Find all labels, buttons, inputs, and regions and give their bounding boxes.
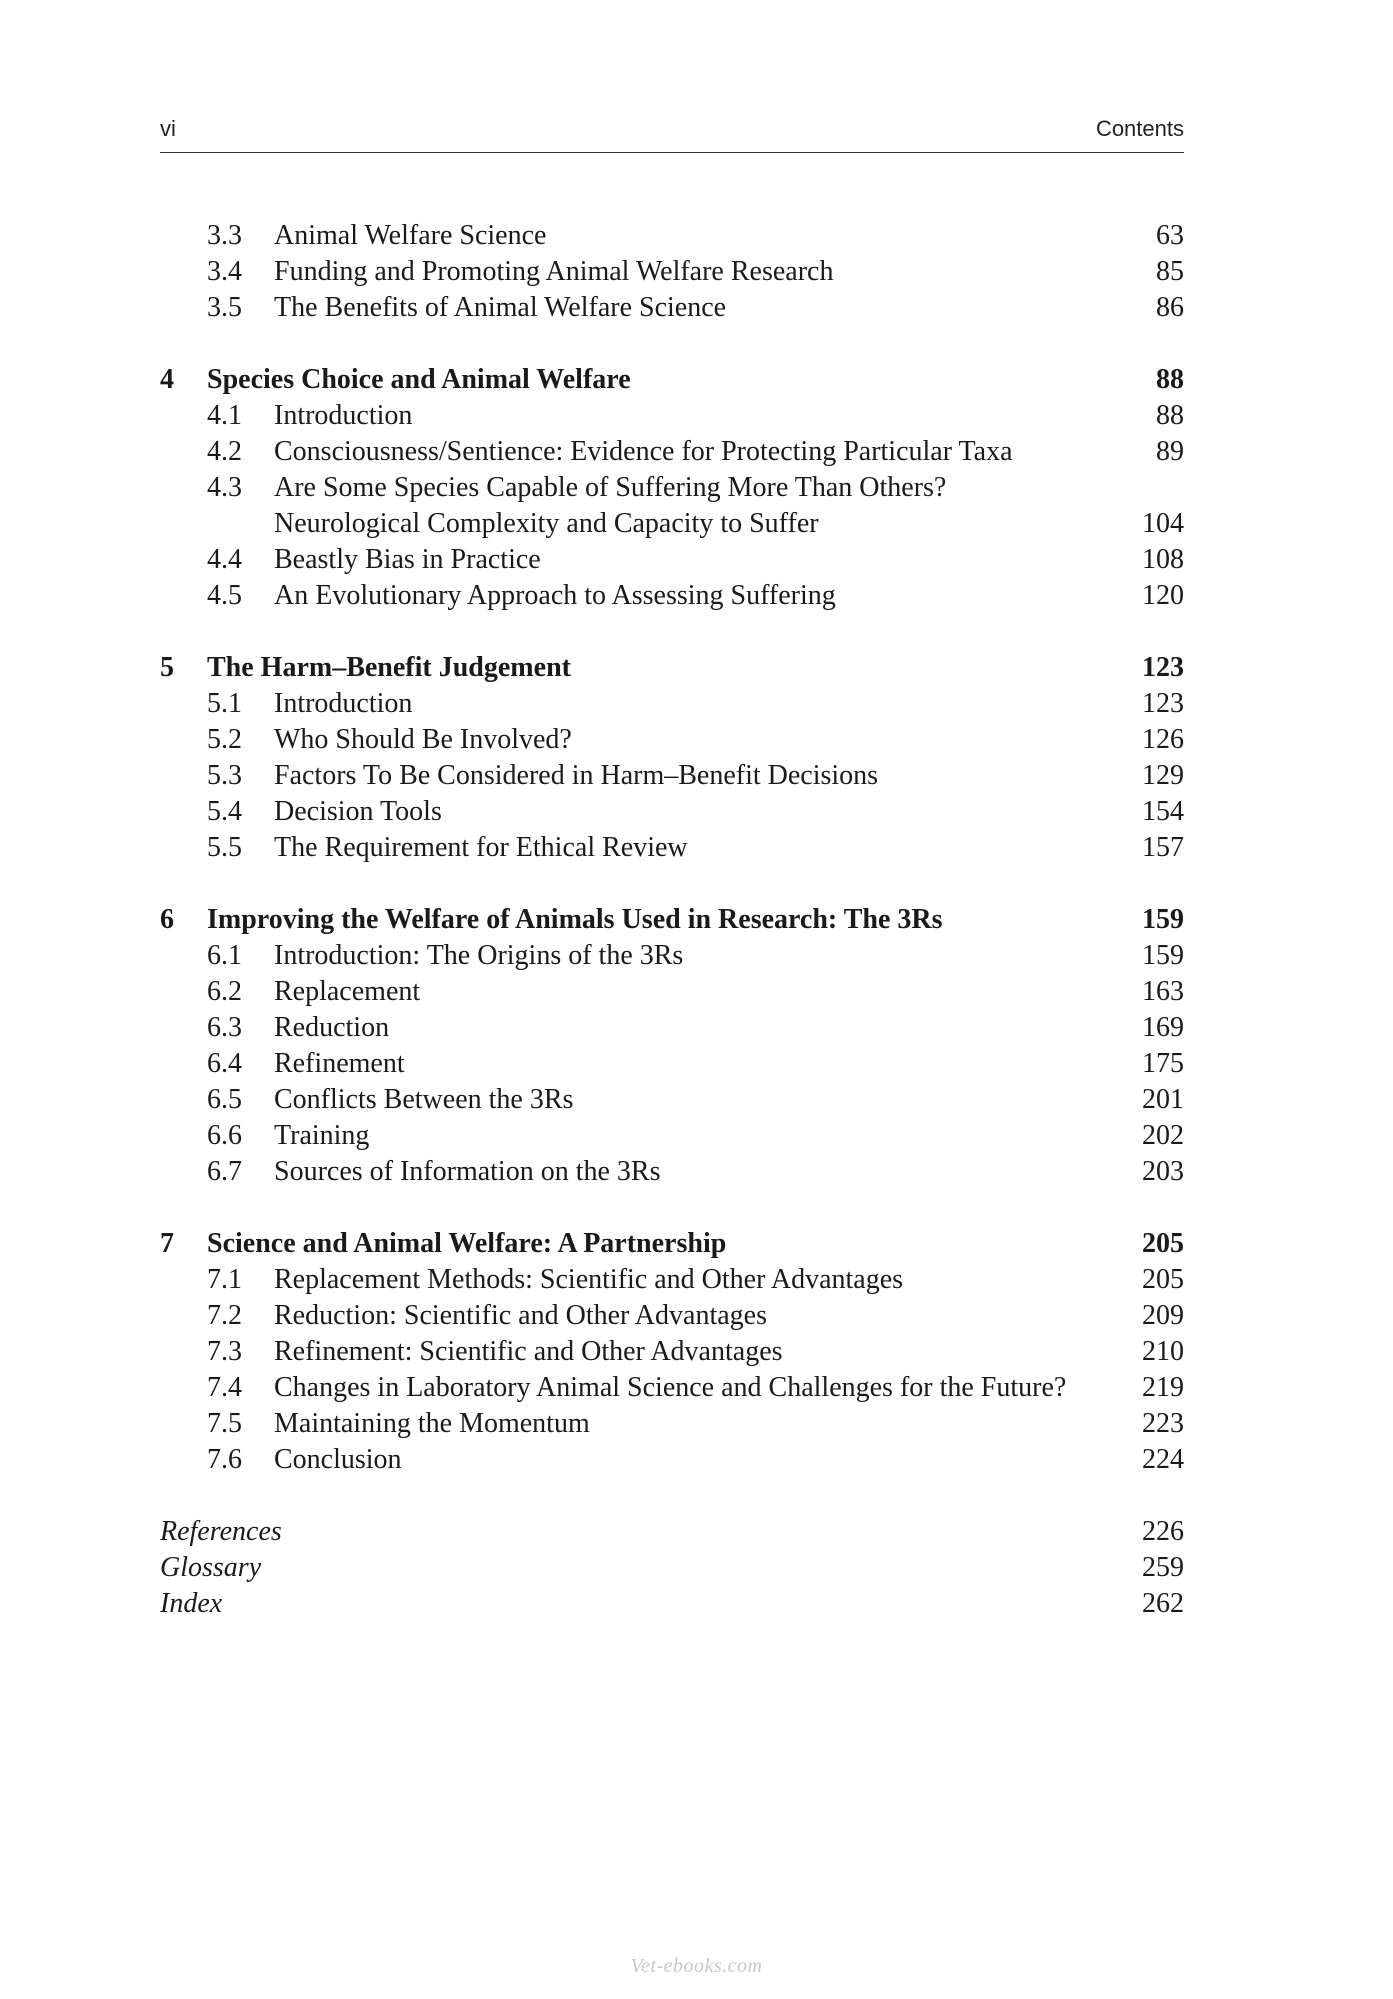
back-matter-entry-index[interactable]	[160, 1586, 1184, 1622]
section-title: Introduction	[274, 688, 413, 719]
page-ref: 86	[1156, 292, 1184, 323]
section-number: 5.4	[207, 796, 242, 827]
back-matter-title: Glossary	[160, 1552, 262, 1583]
toc-entry[interactable]	[160, 1010, 1184, 1046]
section-title: Beastly Bias in Practice	[274, 544, 541, 575]
toc-group-chapter-6	[160, 902, 1184, 1190]
chapter-number: 7	[160, 1228, 174, 1259]
watermark: Vet-ebooks.com	[630, 1955, 763, 1977]
toc-entry[interactable]	[160, 1262, 1184, 1298]
toc-group-chapter-7	[160, 1226, 1184, 1478]
page-ref: 123	[1142, 652, 1184, 683]
section-title: Factors To Be Considered in Harm–Benefit Decisions	[274, 760, 879, 791]
page-ref: 210	[1142, 1336, 1184, 1367]
toc-entry[interactable]	[160, 542, 1184, 578]
page-ref: 201	[1142, 1084, 1184, 1115]
section-number: 7.6	[207, 1444, 242, 1475]
section-title: Replacement Methods: Scientific and Other Advantages	[274, 1264, 904, 1295]
toc-group-chapter-3-continued	[160, 218, 1184, 326]
chapter-title: Species Choice and Animal Welfare	[207, 364, 631, 395]
section-number: 5.5	[207, 832, 242, 863]
chapter-number: 5	[160, 652, 174, 683]
section-title: Refinement: Scientific and Other Advantages	[274, 1336, 783, 1367]
toc-entry[interactable]	[160, 1406, 1184, 1442]
section-title: Replacement	[274, 976, 421, 1007]
section-title: Sources of Information on the 3Rs	[274, 1156, 661, 1187]
section-title: Animal Welfare Science	[274, 220, 547, 251]
chapter-heading[interactable]	[160, 1226, 1184, 1262]
page-ref: 159	[1142, 904, 1184, 935]
toc-entry[interactable]	[160, 1442, 1184, 1478]
page-ref: 129	[1142, 760, 1184, 791]
toc-entry[interactable]	[160, 686, 1184, 722]
page-ref: 108	[1142, 544, 1184, 575]
running-header	[160, 112, 1184, 153]
section-number: 4.1	[207, 400, 242, 431]
section-title: Maintaining the Momentum	[274, 1408, 590, 1439]
toc-entry[interactable]	[160, 938, 1184, 974]
toc-entry[interactable]	[160, 1082, 1184, 1118]
section-title: Refinement	[274, 1048, 405, 1079]
toc-group-chapter-5	[160, 650, 1184, 866]
section-number: 3.3	[207, 220, 242, 251]
page-ref: 175	[1142, 1048, 1184, 1079]
back-matter-entry-references[interactable]	[160, 1514, 1184, 1550]
section-number: 6.5	[207, 1084, 242, 1115]
chapter-heading[interactable]	[160, 902, 1184, 938]
toc-entry[interactable]	[160, 254, 1184, 290]
toc-entry[interactable]	[160, 1046, 1184, 1082]
section-number: 7.5	[207, 1408, 242, 1439]
section-title: The Requirement for Ethical Review	[274, 832, 688, 863]
page-ref: 219	[1142, 1372, 1184, 1403]
section-title: Introduction: The Origins of the 3Rs	[274, 940, 684, 971]
page-ref: 169	[1142, 1012, 1184, 1043]
toc-entry[interactable]	[160, 290, 1184, 326]
toc-entry[interactable]	[160, 398, 1184, 434]
chapter-title: Science and Animal Welfare: A Partnership	[207, 1228, 727, 1259]
section-number: 4.4	[207, 544, 242, 575]
toc-entry[interactable]	[160, 758, 1184, 794]
page-ref: 89	[1156, 436, 1184, 467]
section-number: 7.3	[207, 1336, 242, 1367]
section-title: Conflicts Between the 3Rs	[274, 1084, 574, 1115]
page-ref: 209	[1142, 1300, 1184, 1331]
page-ref: 85	[1156, 256, 1184, 287]
running-title: Contents	[1095, 116, 1184, 141]
section-title: Changes in Laboratory Animal Science and Challenges for the Future?	[274, 1372, 1067, 1403]
page-ref: 205	[1142, 1228, 1184, 1259]
section-number: 6.2	[207, 976, 242, 1007]
back-matter-entry-glossary[interactable]	[160, 1550, 1184, 1586]
toc-entry[interactable]	[160, 434, 1184, 470]
page-ref: 203	[1142, 1156, 1184, 1187]
page-ref: 154	[1142, 796, 1184, 827]
page-ref: 205	[1142, 1264, 1184, 1295]
toc-entry[interactable]	[160, 1370, 1184, 1406]
chapter-number: 6	[160, 904, 174, 935]
toc-entry[interactable]	[160, 794, 1184, 830]
section-number: 7.1	[207, 1264, 242, 1295]
section-number: 4.3	[207, 472, 242, 503]
toc-entry[interactable]	[160, 1298, 1184, 1334]
page-ref: 120	[1142, 580, 1184, 611]
section-title: Funding and Promoting Animal Welfare Research	[274, 256, 834, 287]
toc-entry[interactable]	[160, 830, 1184, 866]
section-title: Training	[274, 1120, 370, 1151]
page-number: vi	[160, 116, 176, 141]
toc-entry[interactable]	[160, 470, 1184, 542]
section-number: 5.2	[207, 724, 242, 755]
section-title: The Benefits of Animal Welfare Science	[274, 292, 727, 323]
toc-group-chapter-4	[160, 362, 1184, 614]
page-ref: 262	[1142, 1588, 1184, 1619]
section-number: 6.3	[207, 1012, 242, 1043]
section-number: 6.1	[207, 940, 242, 971]
section-title: Introduction	[274, 400, 413, 431]
page-ref: 157	[1142, 832, 1184, 863]
section-number: 7.4	[207, 1372, 242, 1403]
chapter-title: Improving the Welfare of Animals Used in Research: The 3Rs	[207, 904, 943, 935]
section-title: Are Some Species Capable of Suffering More Than Others? Neurological Complexity and Capacity to Suffer	[274, 472, 947, 539]
page-ref: 88	[1156, 400, 1184, 431]
toc-entry[interactable]	[160, 578, 1184, 614]
section-number: 6.7	[207, 1156, 242, 1187]
section-number: 5.1	[207, 688, 242, 719]
section-title: Reduction	[274, 1012, 390, 1043]
page-ref: 63	[1156, 220, 1184, 251]
page-ref: 163	[1142, 976, 1184, 1007]
section-number: 6.6	[207, 1120, 242, 1151]
section-title: An Evolutionary Approach to Assessing Suffering	[274, 580, 836, 611]
toc-entry[interactable]	[160, 722, 1184, 758]
toc-entry[interactable]	[160, 1334, 1184, 1370]
section-number: 6.4	[207, 1048, 242, 1079]
section-number: 5.3	[207, 760, 242, 791]
chapter-title: The Harm–Benefit Judgement	[207, 652, 571, 683]
toc-entry[interactable]	[160, 1118, 1184, 1154]
back-matter-title: Index	[160, 1588, 223, 1619]
page-ref: 123	[1142, 688, 1184, 719]
toc-entry[interactable]	[160, 218, 1184, 254]
toc-group-back-matter	[160, 1514, 1184, 1622]
section-number: 3.5	[207, 292, 242, 323]
section-title: Decision Tools	[274, 796, 442, 827]
page-ref: 104	[1142, 508, 1184, 539]
chapter-heading[interactable]	[160, 650, 1184, 686]
page-ref: 88	[1156, 364, 1184, 395]
section-title: Who Should Be Involved?	[274, 724, 572, 755]
section-title: Consciousness/Sentience: Evidence for Protecting Particular Taxa	[274, 436, 1013, 467]
section-title: Conclusion	[274, 1444, 402, 1475]
page-ref: 223	[1142, 1408, 1184, 1439]
toc-entry[interactable]	[160, 1154, 1184, 1190]
page-ref: 126	[1142, 724, 1184, 755]
back-matter-title: References	[160, 1516, 282, 1547]
page-ref: 259	[1142, 1552, 1184, 1583]
section-number: 7.2	[207, 1300, 242, 1331]
page-ref: 224	[1142, 1444, 1184, 1475]
toc-entry[interactable]	[160, 974, 1184, 1010]
chapter-heading[interactable]	[160, 362, 1184, 398]
table-of-contents	[160, 218, 1184, 1622]
section-number: 4.5	[207, 580, 242, 611]
chapter-number: 4	[160, 364, 174, 395]
section-title: Reduction: Scientific and Other Advantages	[274, 1300, 767, 1331]
page-ref: 202	[1142, 1120, 1184, 1151]
section-number: 4.2	[207, 436, 242, 467]
section-number: 3.4	[207, 256, 242, 287]
page-ref: 159	[1142, 940, 1184, 971]
page-ref: 226	[1142, 1516, 1184, 1547]
